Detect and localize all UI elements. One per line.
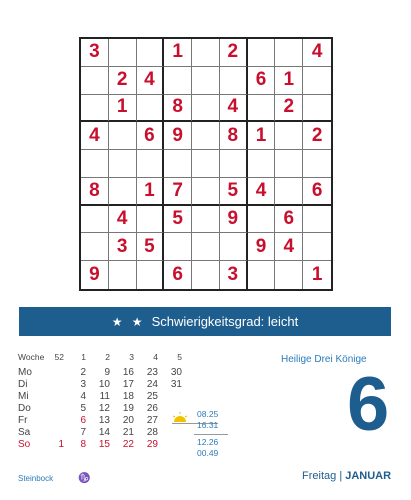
sudoku-cell — [248, 95, 276, 123]
calendar-date: 25 — [146, 391, 158, 402]
calendar-date: 3 — [80, 379, 86, 390]
calendar-date: 15 — [98, 439, 110, 450]
difficulty-banner — [19, 307, 391, 336]
weekday-abbr: Mi — [18, 391, 29, 402]
calendar-date: 30 — [170, 367, 182, 378]
sudoku-cell — [192, 122, 220, 150]
sudoku-cell: 9 — [81, 261, 109, 289]
sudoku-cell — [164, 150, 192, 178]
calendar-date: 12 — [98, 403, 110, 414]
week-number: 3 — [129, 352, 134, 362]
sudoku-cell — [109, 122, 137, 150]
sudoku-cell: 9 — [164, 122, 192, 150]
sudoku-cell: 6 — [248, 67, 276, 95]
sudoku-cell — [192, 150, 220, 178]
sudoku-cell — [275, 150, 303, 178]
calendar-date: 14 — [98, 427, 110, 438]
moon-divider — [194, 434, 228, 435]
moonset-time: 00.49 — [197, 448, 219, 458]
sudoku-cell: 5 — [164, 206, 192, 234]
week-number: 2 — [105, 352, 110, 362]
sudoku-cell: 8 — [220, 122, 248, 150]
date-separator: | — [339, 470, 343, 482]
sudoku-cell: 1 — [275, 67, 303, 95]
sudoku-cell: 2 — [303, 122, 331, 150]
sudoku-cell: 9 — [220, 206, 248, 234]
calendar-date: 21 — [122, 427, 134, 438]
sunset-time: 16.31 — [197, 420, 219, 430]
sudoku-cell: 4 — [81, 122, 109, 150]
week-number: 1 — [81, 352, 86, 362]
sunrise-time: 08.25 — [197, 409, 219, 419]
week-label: Woche — [18, 352, 45, 362]
sudoku-cell — [109, 150, 137, 178]
sudoku-cell: 1 — [137, 178, 165, 206]
weekday-label: Freitag — [302, 470, 337, 482]
calendar-date: 9 — [104, 367, 110, 378]
sudoku-cell: 2 — [220, 39, 248, 67]
calendar-date: 26 — [146, 403, 158, 414]
sudoku-cell — [164, 233, 192, 261]
sudoku-cell: 2 — [109, 67, 137, 95]
sudoku-cell: 3 — [220, 261, 248, 289]
weekday-abbr: Di — [18, 379, 28, 390]
calendar-date: 23 — [146, 367, 158, 378]
sudoku-cell — [137, 39, 165, 67]
week-number: 52 — [54, 352, 64, 362]
sudoku-cell — [303, 233, 331, 261]
calendar-date: 22 — [122, 439, 134, 450]
sudoku-cell — [137, 206, 165, 234]
sudoku-cell — [81, 206, 109, 234]
sudoku-cell — [109, 261, 137, 289]
sudoku-cell — [275, 122, 303, 150]
sudoku-cell: 8 — [164, 95, 192, 123]
sudoku-cell — [192, 261, 220, 289]
weekday-abbr: So — [18, 439, 31, 450]
sudoku-cell — [137, 261, 165, 289]
sudoku-grid — [79, 37, 333, 291]
calendar-date: 17 — [122, 379, 134, 390]
sunrise-icon — [172, 412, 188, 422]
calendar-date: 19 — [122, 403, 134, 414]
sudoku-cell: 1 — [311, 264, 323, 286]
weekday-abbr: Sa — [18, 427, 31, 438]
sudoku-cell: 4 — [109, 206, 137, 234]
sudoku-cell — [248, 206, 276, 234]
sudoku-cell — [220, 233, 248, 261]
sudoku-cell: 6 — [164, 261, 192, 289]
calendar-date: 5 — [80, 403, 86, 414]
sudoku-cell: 5 — [137, 233, 165, 261]
sudoku-cell — [192, 233, 220, 261]
sudoku-cell — [81, 67, 109, 95]
calendar-date: 27 — [146, 415, 158, 426]
calendar-date: 31 — [170, 379, 182, 390]
sudoku-cell: 3 — [81, 39, 109, 67]
sudoku-cell — [248, 150, 276, 178]
calendar-date: 1 — [58, 439, 64, 450]
sudoku-cell: 1 — [164, 39, 192, 67]
week-number: 5 — [177, 352, 182, 362]
sudoku-cell — [220, 67, 248, 95]
zodiac-label: Steinbock — [18, 474, 54, 483]
sudoku-cell: 8 — [81, 178, 109, 206]
sudoku-cell — [137, 150, 165, 178]
sudoku-cell — [81, 150, 109, 178]
sudoku-cell — [248, 39, 276, 67]
calendar-date: 7 — [80, 427, 86, 438]
sudoku-cell — [248, 261, 276, 289]
sudoku-cell: 6 — [275, 206, 303, 234]
sudoku-cell — [192, 39, 220, 67]
calendar-date: 11 — [99, 391, 110, 402]
sudoku-cell: 7 — [164, 178, 192, 206]
sudoku-cell: 2 — [275, 95, 303, 123]
calendar-date: 8 — [80, 439, 86, 450]
sudoku-cell: 6 — [303, 178, 331, 206]
difficulty-label: Schwierigkeitsgrad: leicht — [151, 314, 299, 329]
calendar-date: 10 — [98, 379, 110, 390]
weekday-abbr: Mo — [18, 367, 32, 378]
sun-times — [197, 409, 218, 431]
moonrise-time: 12.26 — [197, 437, 219, 447]
sudoku-cell — [192, 178, 220, 206]
weekday-abbr: Fr — [18, 415, 28, 426]
weekday-abbr: Do — [18, 403, 31, 414]
calendar-date: 6 — [80, 415, 86, 426]
sudoku-cell — [303, 150, 331, 178]
sudoku-cell — [303, 95, 331, 123]
sudoku-cell — [275, 39, 303, 67]
calendar-date: 13 — [98, 415, 110, 426]
sudoku-cell: 5 — [220, 178, 248, 206]
calendar-date: 28 — [146, 427, 158, 438]
sudoku-cell: 1 — [109, 95, 137, 123]
difficulty-stars: ★ ★ — [111, 314, 146, 329]
sudoku-cell: 4 — [248, 178, 276, 206]
sudoku-cell — [81, 95, 109, 123]
sudoku-cell: 4 — [303, 39, 331, 67]
day-number: 6 — [347, 362, 390, 447]
sudoku-cell: 3 — [109, 233, 137, 261]
sudoku-cell — [275, 178, 303, 206]
capricorn-icon: ♑ — [78, 473, 91, 484]
sudoku-cell — [81, 233, 109, 261]
sudoku-cell — [192, 206, 220, 234]
calendar-date: 2 — [80, 367, 86, 378]
sudoku-cell: 6 — [137, 122, 165, 150]
calendar-date: 18 — [122, 391, 134, 402]
calendar-date: 4 — [80, 391, 86, 402]
sudoku-cell: 4 — [275, 233, 303, 261]
calendar-date: 20 — [122, 415, 134, 426]
sudoku-cell: 9 — [248, 233, 276, 261]
sudoku-cell — [303, 206, 331, 234]
calendar-date: 29 — [146, 439, 158, 450]
sudoku-cell — [137, 95, 165, 123]
holiday-label: Heilige Drei Könige — [281, 354, 367, 365]
calendar-date: 24 — [146, 379, 158, 390]
month-label: JANUAR — [345, 470, 392, 482]
sudoku-cell: 1 — [248, 122, 276, 150]
sudoku-cell — [275, 261, 303, 289]
weekday-month — [302, 470, 391, 482]
moon-times — [197, 437, 218, 459]
sudoku-cell — [192, 67, 220, 95]
sudoku-cell: 4 — [220, 95, 248, 123]
sudoku-cell — [109, 178, 137, 206]
sudoku-cell — [303, 67, 331, 95]
week-number: 4 — [153, 352, 158, 362]
sudoku-cell — [109, 39, 137, 67]
moon-icon — [232, 445, 242, 455]
sudoku-cell: 4 — [137, 67, 165, 95]
calendar-date: 16 — [122, 367, 134, 378]
sudoku-cell — [164, 67, 192, 95]
sudoku-cell — [192, 95, 220, 123]
sudoku-cell — [220, 150, 248, 178]
